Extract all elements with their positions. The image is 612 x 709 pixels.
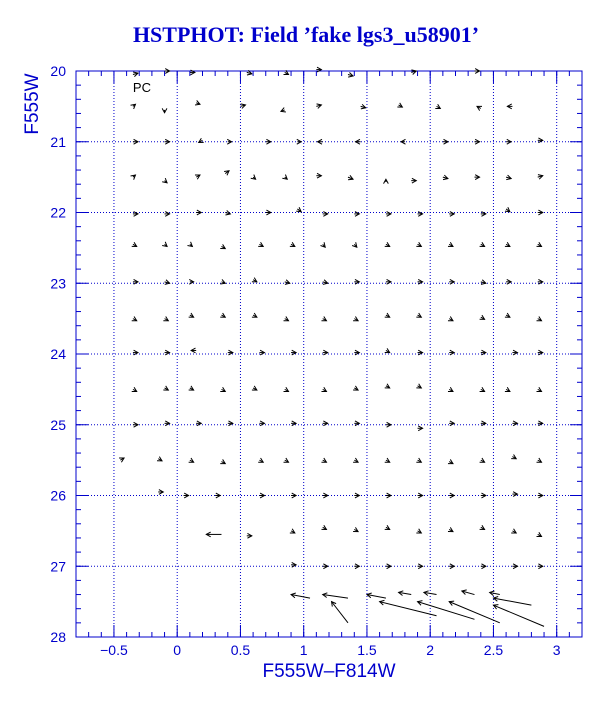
vector-arrow [348,72,353,77]
vector-arrow [443,175,448,180]
vector-arrow [290,242,295,246]
vector-arrow [184,493,189,498]
vector-arrow [511,529,516,533]
vector-arrow [538,210,543,215]
x-tick-label: 0 [173,642,182,658]
vector-arrow [320,242,325,247]
vector-arrow [215,493,220,498]
vector-arrow [321,525,326,529]
vector-arrow [384,179,389,183]
vector-arrow [416,458,421,462]
vector-arrow [505,242,510,246]
vector-arrow [353,458,358,462]
vector-arrow [386,422,391,427]
vector-arrow [163,386,168,390]
vector-arrow [321,458,326,462]
vector-arrow [284,317,289,321]
vector-arrow [474,139,479,144]
vector-arrow [449,493,454,498]
y-tick-label: 23 [50,275,66,292]
vector-arrow [462,590,475,595]
vector-arrow [323,564,328,569]
x-tick-label: 1 [299,642,308,658]
vector-arrow [227,139,231,144]
vector-arrow [505,207,510,212]
vector-arrow [291,493,296,498]
vector-arrow [538,493,543,498]
y-tick-label: 20 [50,63,66,79]
vector-arrow [481,564,486,569]
vector-arrow [416,242,421,246]
vector-arrow [385,384,390,388]
chip-annotation: PC [132,80,151,96]
vector-arrow [206,532,221,537]
vector-arrow [418,564,423,569]
vector-arrow [493,605,544,627]
vector-arrow [187,242,192,247]
vector-arrow [380,600,437,615]
y-tick-label: 22 [50,204,66,221]
vector-arrow [321,387,326,391]
vector-arrow [189,458,194,462]
vector-arrow [290,529,295,533]
vector-arrow [480,458,485,462]
vector-arrow [538,175,543,180]
vector-arrow [385,313,390,317]
y-tick-label: 27 [50,558,66,575]
x-tick-label: 2.5 [483,642,504,658]
vector-arrow [507,104,512,109]
vector-arrow [538,564,543,569]
vector-arrow [281,108,286,112]
vector-arrow [353,386,358,390]
vector-arrow [162,178,167,183]
y-tick-label: 28 [50,629,66,645]
vector-arrow [480,242,485,246]
vector-arrow [266,210,271,215]
vector-arrow [416,313,421,317]
vector-arrow [316,104,321,109]
vector-arrow [323,421,328,426]
vector-arrow [284,387,289,391]
vector-arrow [196,210,201,215]
vector-arrow [448,387,453,391]
vector-arrow [189,313,194,317]
vector-arrow [131,104,136,109]
vector-arrow [323,593,348,598]
vector-arrow [506,175,511,180]
vector-arrow [511,454,516,458]
vector-arrow [448,242,453,246]
vector-arrow [480,525,485,529]
vector-arrow [323,350,328,355]
vector-arrow [493,597,531,606]
vector-arrow [251,175,256,180]
vector-arrow [157,457,162,461]
vector-arrow [418,426,423,431]
vector-arrow [386,493,391,498]
vector-arrow [512,350,517,355]
vector-arrow [385,458,390,462]
vector-arrow [131,175,136,180]
vector-arrow [449,421,454,426]
vector-arrow [323,280,328,285]
vector-arrow [449,564,454,569]
vector-arrow [512,492,517,497]
vector-arrow [537,387,542,391]
vector-arrow [133,72,138,77]
vector-arrow [224,171,229,176]
vector-arrow [411,178,416,183]
vector-arrow [259,350,264,355]
x-tick-label: 1.5 [357,642,377,658]
y-axis-label: F555W [22,73,43,135]
y-tick-label: 24 [50,346,66,362]
vector-arrow [133,139,138,144]
vector-arrow [240,104,245,109]
vector-arrow [189,279,193,284]
grid-layer [76,71,582,637]
vector-arrow [367,593,386,598]
vector-arrow [247,533,252,538]
vector-arrow [480,315,485,319]
x-tick-label: −0.5 [100,642,128,658]
vector-arrow [399,591,412,596]
vector-arrow [119,458,124,462]
vector-arrow [133,422,138,427]
vector-arrow [162,242,167,247]
vector-arrow [252,313,257,317]
labels-layer [22,63,561,682]
vector-arrow [132,387,137,391]
vector-arrow [158,490,163,495]
vector-arrow [191,348,196,353]
vector-arrow [316,173,321,178]
vector-arrow [220,387,225,391]
vector-arrow [474,175,479,180]
y-tick-label: 21 [50,133,66,150]
vector-arrow [165,69,170,74]
vector-arrow [348,175,353,179]
vector-arrow [418,601,475,620]
vector-arrow [386,279,391,284]
vector-arrow [259,493,264,498]
vector-arrow [165,421,170,426]
vectors-layer [119,67,544,626]
vector-arrow [163,317,168,321]
vector-arrow [162,108,167,112]
x-tick-label: 3 [552,642,561,658]
vector-arrow [512,564,517,569]
vector-arrow [353,527,358,531]
vector-arrow [416,384,421,388]
vector-arrow [443,139,448,144]
vector-arrow [284,458,289,462]
vector-arrow [401,139,405,144]
x-axis-label: F555W–F814W [262,661,396,682]
chart-title: HSTPHOT: Field ’fake lgs3_u58901’ [132,22,480,47]
vector-arrow [165,280,170,285]
vector-arrow [165,212,170,217]
vector-arrow [477,106,482,110]
y-tick-label: 25 [50,416,66,433]
vector-arrow [505,387,510,391]
vector-arrow [448,459,453,463]
vector-arrow [258,458,263,462]
vector-arrow [195,175,200,179]
x-tick-label: 2 [426,642,435,658]
vector-arrow [220,459,225,463]
vector-arrow [537,458,542,462]
vector-arrow [385,348,390,352]
vector-arrow [418,493,423,498]
vector-arrow [537,242,542,246]
vector-arrow [397,103,402,107]
vector-arrow [537,532,542,536]
vector-arrow [354,493,359,498]
vector-arrow [318,139,323,144]
vector-arrow [252,386,257,390]
vector-arrow [448,317,453,321]
vector-arrow [490,591,500,596]
vector-arrow [258,242,263,246]
vector-arrow [481,493,486,498]
vector-arrow [259,421,264,426]
vector-arrow [506,279,511,284]
vector-arrow [297,139,301,144]
vector-arrow [332,602,348,623]
vector-arrow [506,139,511,144]
vector-arrow [386,212,391,217]
vector-arrow [385,525,390,529]
vector-arrow [132,242,137,246]
vector-arrow [537,317,542,321]
vector-arrow [474,69,479,74]
vector-arrow [435,104,440,108]
vector-arrow [449,601,500,623]
vector-arrow [449,350,454,355]
vector-arrow [165,350,170,355]
vector-arrow [385,242,390,246]
vector-arrow [505,313,510,317]
vector-arrow [296,207,301,212]
y-tick-label: 26 [50,487,66,504]
vector-arrow [282,175,287,180]
vector-arrow [361,104,366,109]
vector-arrow [252,278,257,282]
vector-arrow [480,387,485,391]
vector-arrow [291,593,310,598]
vector-arrow [386,564,391,569]
vector-arrow [220,244,225,248]
vector-arrow [512,421,517,426]
vector-arrow [352,242,357,247]
vector-arrow [165,139,170,144]
vector-arrow [195,100,200,104]
vector-arrow [323,212,328,217]
vector-arrow [189,386,194,390]
vector-arrow [416,529,421,533]
vector-arrow [424,591,437,596]
vector-arrow [323,493,328,498]
vector-arrow [356,139,361,144]
vector-arrow [449,279,454,284]
vector-arrow [220,279,225,283]
vector-arrow [449,212,454,217]
vector-arrow [220,313,225,317]
x-tick-label: 0.5 [230,642,251,658]
vector-arrow [132,317,137,321]
vector-arrow [285,280,290,285]
vector-arrow [266,139,271,144]
vector-arrow [448,527,453,531]
vector-arrow [225,210,230,215]
vector-arrow [354,564,359,569]
vector-arrow [353,317,358,321]
vector-arrow [321,317,326,321]
